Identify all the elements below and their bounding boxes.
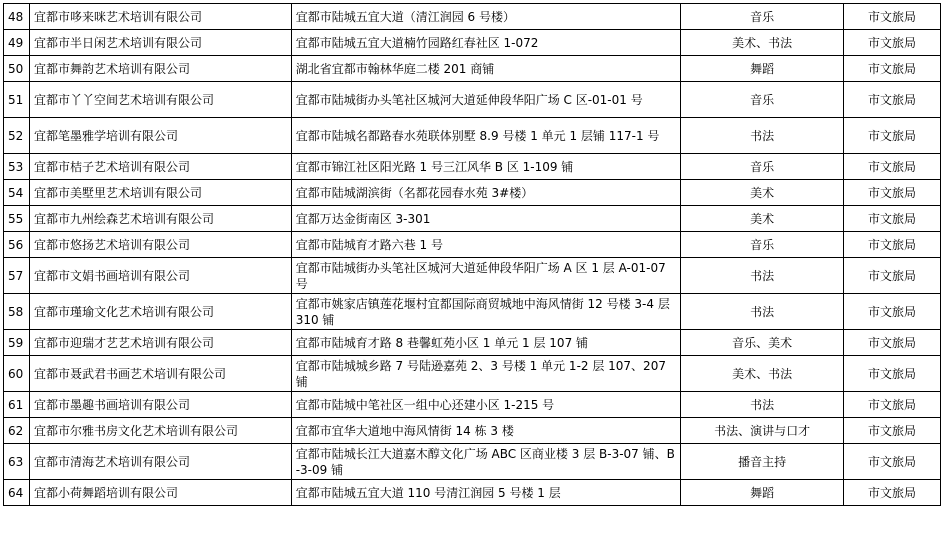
supervising-department: 市文旅局 — [844, 232, 941, 258]
row-number: 61 — [4, 392, 30, 418]
row-number: 63 — [4, 444, 30, 480]
row-number: 56 — [4, 232, 30, 258]
institution-address: 宜都市陆城五宜大道（清江润园 6 号楼） — [291, 4, 681, 30]
training-category: 舞蹈 — [681, 480, 844, 506]
row-number: 48 — [4, 4, 30, 30]
table-row — [4, 480, 941, 506]
institution-address: 宜都市陆城街办头笔社区城河大道延伸段华阳广场 A 区 1 层 A-01-07 号 — [291, 258, 681, 294]
row-number: 62 — [4, 418, 30, 444]
training-category: 音乐 — [681, 154, 844, 180]
institution-name: 宜都市墨趣书画培训有限公司 — [29, 392, 291, 418]
row-number: 52 — [4, 118, 30, 154]
row-number: 49 — [4, 30, 30, 56]
supervising-department: 市文旅局 — [844, 82, 941, 118]
supervising-department: 市文旅局 — [844, 180, 941, 206]
institution-address: 宜都市陆城街办头笔社区城河大道延伸段华阳广场 C 区-01-01 号 — [291, 82, 681, 118]
institution-name: 宜都市尔雅书房文化艺术培训有限公司 — [29, 418, 291, 444]
training-category: 书法 — [681, 392, 844, 418]
institution-name: 宜都市清海艺术培训有限公司 — [29, 444, 291, 480]
institution-address: 宜都市陆城五宜大道 110 号清江润园 5 号楼 1 层 — [291, 480, 681, 506]
institution-name: 宜都市舞韵艺术培训有限公司 — [29, 56, 291, 82]
supervising-department: 市文旅局 — [844, 418, 941, 444]
institution-address: 宜都市锦江社区阳光路 1 号三江风华 B 区 1-109 铺 — [291, 154, 681, 180]
institution-name: 宜都小荷舞蹈培训有限公司 — [29, 480, 291, 506]
institution-name: 宜都市悠扬艺术培训有限公司 — [29, 232, 291, 258]
institution-name: 宜都市瑾瑜文化艺术培训有限公司 — [29, 294, 291, 330]
supervising-department: 市文旅局 — [844, 356, 941, 392]
training-institutions-table — [3, 3, 941, 506]
table-row — [4, 392, 941, 418]
table-body — [4, 4, 941, 506]
institution-address: 宜都市陆城长江大道嘉木醇文化广场 ABC 区商业楼 3 层 B-3-07 铺、B-3-09 铺 — [291, 444, 681, 480]
row-number: 54 — [4, 180, 30, 206]
table-row — [4, 82, 941, 118]
table-row — [4, 330, 941, 356]
row-number: 60 — [4, 356, 30, 392]
training-category: 书法 — [681, 118, 844, 154]
supervising-department: 市文旅局 — [844, 154, 941, 180]
training-category: 书法 — [681, 294, 844, 330]
institution-name: 宜都市九州绘森艺术培训有限公司 — [29, 206, 291, 232]
table-row — [4, 56, 941, 82]
training-category: 舞蹈 — [681, 56, 844, 82]
institution-name: 宜都市聂武君书画艺术培训有限公司 — [29, 356, 291, 392]
training-category: 美术、书法 — [681, 30, 844, 56]
table-row — [4, 294, 941, 330]
institution-address: 宜都市陆城名都路春水苑联体别墅 8.9 号楼 1 单元 1 层铺 117-1 号 — [291, 118, 681, 154]
training-category: 美术 — [681, 180, 844, 206]
institution-name: 宜都市美墅里艺术培训有限公司 — [29, 180, 291, 206]
table-row — [4, 418, 941, 444]
supervising-department: 市文旅局 — [844, 118, 941, 154]
table-row — [4, 232, 941, 258]
institution-name: 宜都市迎瑞才艺艺术培训有限公司 — [29, 330, 291, 356]
row-number: 64 — [4, 480, 30, 506]
table-row — [4, 180, 941, 206]
institution-name: 宜都市文娟书画培训有限公司 — [29, 258, 291, 294]
institution-address: 宜都市陆城湖滨街（名都花园春水苑 3#楼） — [291, 180, 681, 206]
institution-name: 宜都市半日闲艺术培训有限公司 — [29, 30, 291, 56]
row-number: 58 — [4, 294, 30, 330]
institution-address: 宜都市陆城五宜大道楠竹园路红春社区 1-072 — [291, 30, 681, 56]
training-category: 音乐 — [681, 232, 844, 258]
institution-address: 宜都市姚家店镇莲花堰村宜都国际商贸城地中海风情街 12 号楼 3-4 层 310 铺 — [291, 294, 681, 330]
table-row — [4, 154, 941, 180]
supervising-department: 市文旅局 — [844, 258, 941, 294]
supervising-department: 市文旅局 — [844, 480, 941, 506]
institution-address: 宜都市宜华大道地中海风情街 14 栋 3 楼 — [291, 418, 681, 444]
institution-name: 宜都笔墨雅学培训有限公司 — [29, 118, 291, 154]
training-category: 音乐、美术 — [681, 330, 844, 356]
training-category: 音乐 — [681, 4, 844, 30]
row-number: 50 — [4, 56, 30, 82]
table-row — [4, 4, 941, 30]
table-row — [4, 356, 941, 392]
training-category: 音乐 — [681, 82, 844, 118]
table-row — [4, 30, 941, 56]
row-number: 55 — [4, 206, 30, 232]
row-number: 57 — [4, 258, 30, 294]
supervising-department: 市文旅局 — [844, 4, 941, 30]
table-row — [4, 258, 941, 294]
institution-address: 宜都市陆城育才路六巷 1 号 — [291, 232, 681, 258]
institution-address: 宜都市陆城育才路 8 巷馨虹苑小区 1 单元 1 层 107 铺 — [291, 330, 681, 356]
table-row — [4, 118, 941, 154]
institution-name: 宜都市丫丫空间艺术培训有限公司 — [29, 82, 291, 118]
institution-name: 宜都市桔子艺术培训有限公司 — [29, 154, 291, 180]
supervising-department: 市文旅局 — [844, 56, 941, 82]
table-row — [4, 206, 941, 232]
institution-address: 湖北省宜都市翰林华庭二楼 201 商铺 — [291, 56, 681, 82]
training-category: 美术 — [681, 206, 844, 232]
table-row — [4, 444, 941, 480]
supervising-department: 市文旅局 — [844, 444, 941, 480]
training-category: 美术、书法 — [681, 356, 844, 392]
institution-address: 宜都市陆城城乡路 7 号陆逊嘉苑 2、3 号楼 1 单元 1-2 层 107、207 铺 — [291, 356, 681, 392]
institution-address: 宜都市陆城中笔社区一组中心还建小区 1-215 号 — [291, 392, 681, 418]
supervising-department: 市文旅局 — [844, 392, 941, 418]
training-category: 书法、演讲与口才 — [681, 418, 844, 444]
row-number: 51 — [4, 82, 30, 118]
supervising-department: 市文旅局 — [844, 294, 941, 330]
institution-name: 宜都市哆来咪艺术培训有限公司 — [29, 4, 291, 30]
supervising-department: 市文旅局 — [844, 30, 941, 56]
supervising-department: 市文旅局 — [844, 330, 941, 356]
row-number: 59 — [4, 330, 30, 356]
row-number: 53 — [4, 154, 30, 180]
training-category: 播音主持 — [681, 444, 844, 480]
training-category: 书法 — [681, 258, 844, 294]
supervising-department: 市文旅局 — [844, 206, 941, 232]
institution-address: 宜都万达金街南区 3-301 — [291, 206, 681, 232]
